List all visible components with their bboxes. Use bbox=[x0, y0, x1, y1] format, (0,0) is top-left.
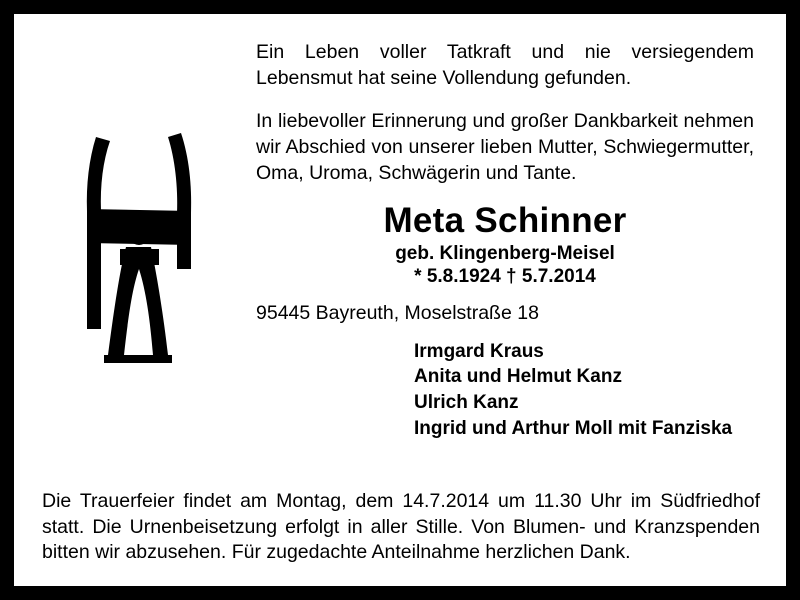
list-item: Anita und Helmut Kanz bbox=[414, 366, 622, 388]
deceased-name: Meta Schinner bbox=[383, 200, 627, 240]
deceased-address: 95445 Bayreuth, Moselstraße 18 bbox=[256, 301, 539, 324]
service-details-text: Die Trauerfeier findet am Montag, dem 14.7.2014 um 11.30 Uhr im Südfriedhof statt. Die Urnenbeisetzung erfolgt in aller Stille. Von Blumen- und Kranzspenden bitten wir abzusehen. Für zugedachte Anteilnahme herzlichen Dank. bbox=[42, 489, 760, 564]
list-item: Ingrid und Arthur Moll mit Fanziska bbox=[414, 417, 733, 439]
mourners-list bbox=[414, 339, 754, 442]
intro-paragraph-1: Ein Leben voller Tatkraft und nie versiegendem Lebensmut hat seine Vollendung gefunden. bbox=[256, 41, 754, 89]
deceased-dates: * 5.8.1924 † 5.7.2014 bbox=[414, 265, 596, 287]
service-details-block bbox=[42, 489, 760, 566]
notice-inner bbox=[14, 14, 786, 586]
deceased-born-name: geb. Klingenberg-Meisel bbox=[395, 242, 615, 264]
intro-paragraph-2: In liebevoller Erinnerung und großer Dankbarkeit nehmen wir Abschied von unserer lieben Mutter, Schwiegermutter, Oma, Uroma, Schwägerin und Tante. bbox=[256, 110, 754, 184]
list-item: Ulrich Kanz bbox=[414, 391, 519, 413]
top-text-block bbox=[256, 40, 754, 441]
list-item: Irmgard Kraus bbox=[414, 340, 544, 362]
risen-christ-cross-figure-icon bbox=[60, 119, 220, 374]
